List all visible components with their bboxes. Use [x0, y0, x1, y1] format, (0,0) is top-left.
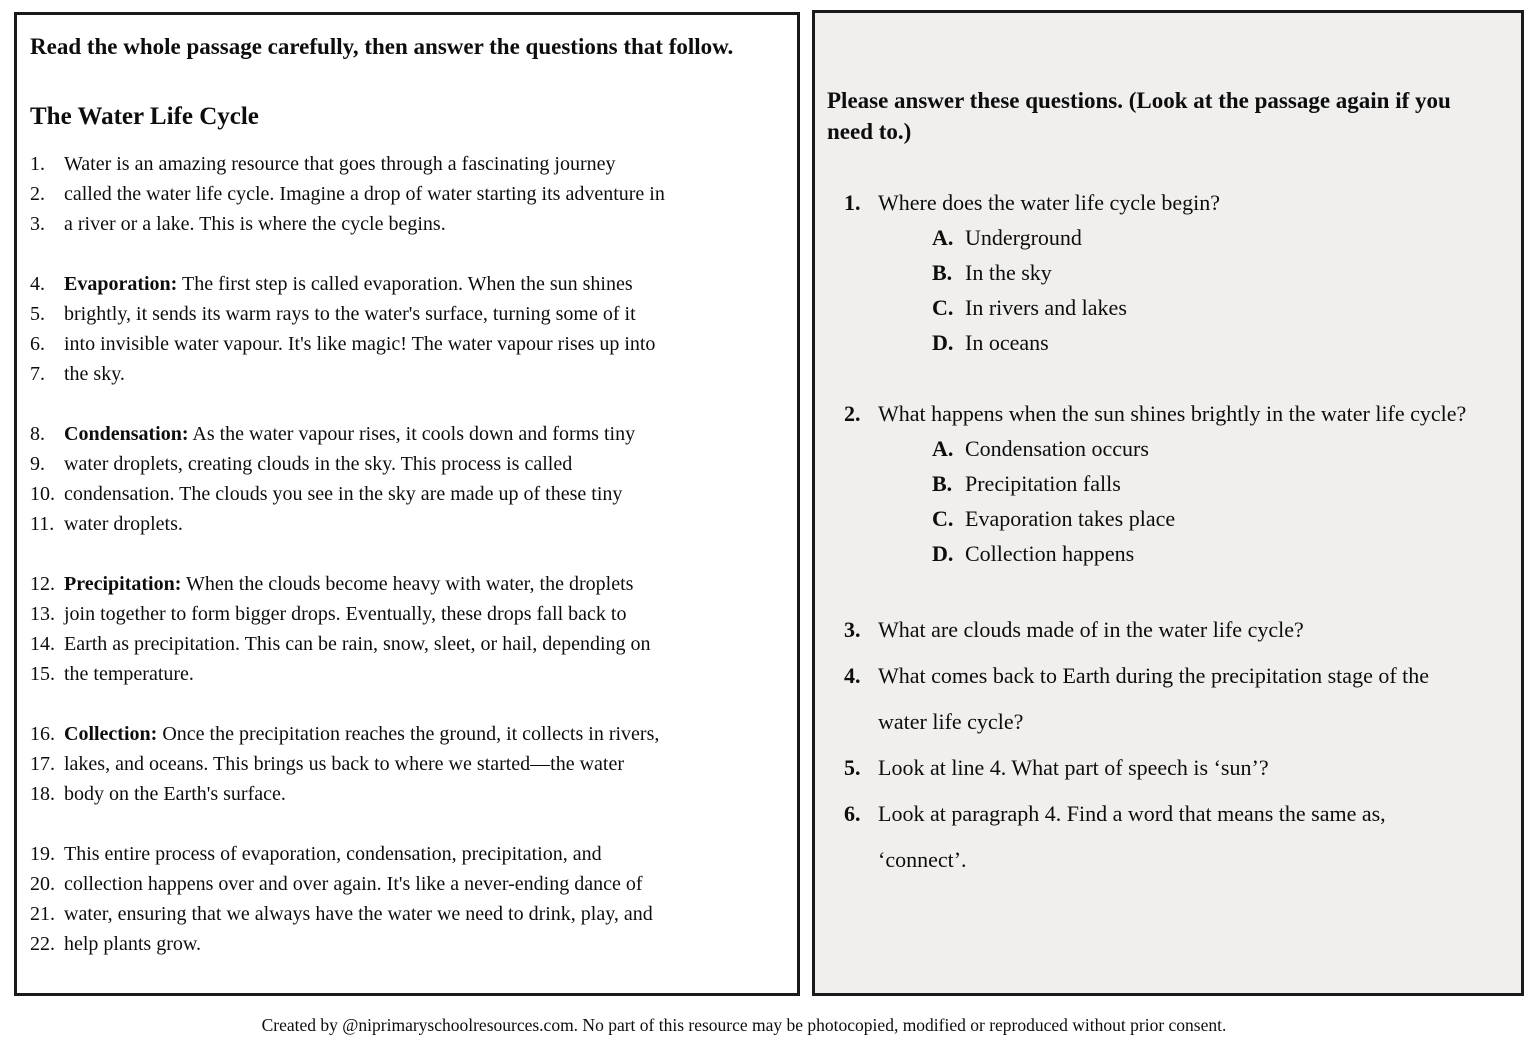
passage-paragraph [30, 419, 783, 539]
passage-paragraph [30, 569, 783, 689]
passage-line-text [64, 629, 783, 659]
passage-line-body: Once the precipitation reaches the ground, it collects in rivers, [157, 723, 660, 745]
passage-line-number: 5. [30, 303, 45, 325]
question-options [932, 431, 1499, 571]
passage-line-number: 21. [30, 903, 55, 925]
question-row [844, 185, 1499, 220]
question-options [932, 220, 1499, 360]
option-letter: B. [932, 471, 953, 496]
option-letter: A. [932, 436, 954, 461]
question-text: Look at paragraph 4. Find a word that means the same as, ‘connect’. [878, 801, 1386, 872]
passage-line-text [64, 719, 783, 749]
passage-line-body: water, ensuring that we always have the water we need to drink, play, and [64, 903, 653, 925]
question-row [844, 745, 1499, 791]
option-letter: C. [932, 295, 954, 320]
questions-instruction: Please answer these questions. (Look at the passage again if you need to.) [827, 88, 1451, 144]
passage-line [30, 149, 783, 179]
option-item [932, 501, 1499, 536]
passage-line-number: 13. [30, 603, 55, 625]
passage-line [30, 749, 783, 779]
passage-line-body: brightly, it sends its warm rays to the water's surface, turning some of it [64, 303, 636, 325]
passage-line [30, 629, 783, 659]
passage-line-body: condensation. The clouds you see in the sky are made up of these tiny [64, 483, 623, 505]
passage-line [30, 299, 783, 329]
passage-paragraph [30, 149, 783, 239]
passage-line-body: When the clouds become heavy with water, the droplets [181, 573, 634, 595]
question-number: 6. [844, 801, 861, 826]
question-text: What comes back to Earth during the precipitation stage of the water life cycle? [878, 663, 1430, 734]
passage-line-text [64, 749, 783, 779]
option-letter: D. [932, 330, 954, 355]
question-text: What are clouds made of in the water life cycle? [878, 617, 1304, 642]
passage-line [30, 839, 783, 869]
questions-list [827, 185, 1499, 883]
question-number: 5. [844, 755, 861, 780]
option-item [932, 220, 1499, 255]
option-letter: D. [932, 541, 954, 566]
passage-line-text [64, 419, 783, 449]
passage-line-body: lakes, and oceans. This brings us back to where we started—the water [64, 753, 625, 775]
question-item [827, 791, 1499, 883]
passage-line-number: 1. [30, 153, 45, 175]
passage-line-number: 10. [30, 483, 55, 505]
option-letter: A. [932, 225, 954, 250]
passage-line [30, 569, 783, 599]
passage-line [30, 779, 783, 809]
passage-line-body: body on the Earth's surface. [64, 783, 286, 805]
option-text: Underground [965, 225, 1082, 250]
passage-line-body: the temperature. [64, 663, 194, 685]
question-row [844, 653, 1499, 745]
passage-line [30, 899, 783, 929]
question-number: 2. [844, 401, 861, 426]
passage-line-body: water droplets. [64, 513, 183, 535]
question-number: 4. [844, 663, 861, 688]
passage-line-number: 11. [30, 513, 55, 535]
question-number: 1. [844, 190, 861, 215]
option-item [932, 255, 1499, 290]
question-item [827, 396, 1499, 571]
passage-line-keyword: Condensation: [64, 423, 189, 445]
passage-line-text [64, 479, 783, 509]
passage-line-text [64, 329, 783, 359]
passage-line-text [64, 929, 783, 959]
passage-line-keyword: Collection: [64, 723, 158, 745]
passage-line-number: 15. [30, 663, 55, 685]
passage-line-number: 12. [30, 573, 55, 595]
passage-line-keyword: Precipitation: [64, 573, 182, 595]
passage-line-text [64, 659, 783, 689]
passage-line-body: help plants grow. [64, 933, 202, 955]
passage-line-body: collection happens over and over again. It's like a never-ending dance of [64, 873, 643, 895]
passage-line-number: 18. [30, 783, 55, 805]
passage-line-body: a river or a lake. This is where the cycle begins. [64, 213, 446, 235]
question-item [827, 185, 1499, 360]
passage-line-number: 16. [30, 723, 55, 745]
question-item [827, 607, 1499, 653]
passage-line-number: 22. [30, 933, 55, 955]
passage-paragraph [30, 719, 783, 809]
passage-line-number: 9. [30, 453, 45, 475]
option-letter: B. [932, 260, 953, 285]
questions-panel [812, 10, 1524, 996]
passage-line [30, 929, 783, 959]
passage-line [30, 479, 783, 509]
passage-body [30, 149, 783, 959]
question-text: Look at line 4. What part of speech is ‘sun’? [878, 755, 1269, 780]
passage-line [30, 269, 783, 299]
passage-line [30, 719, 783, 749]
question-number: 3. [844, 617, 861, 642]
option-item [932, 325, 1499, 360]
option-text: In rivers and lakes [965, 295, 1127, 320]
passage-line-number: 4. [30, 273, 45, 295]
option-text: Evaporation takes place [965, 506, 1176, 531]
passage-line-body: The first step is called evaporation. When the sun shines [177, 273, 633, 295]
passage-line-text [64, 899, 783, 929]
option-text: Collection happens [965, 541, 1135, 566]
passage-line-text [64, 599, 783, 629]
passage-line-number: 7. [30, 363, 45, 385]
passage-line-text [64, 149, 783, 179]
question-item [827, 653, 1499, 745]
passage-line-body: into invisible water vapour. It's like magic! The water vapour rises up into [64, 333, 656, 355]
passage-line-body: join together to form bigger drops. Eventually, these drops fall back to [64, 603, 627, 625]
question-row [844, 607, 1499, 653]
passage-line [30, 659, 783, 689]
passage-line-number: 17. [30, 753, 55, 775]
question-row [844, 396, 1499, 431]
passage-line [30, 329, 783, 359]
passage-line-body: water droplets, creating clouds in the sky. This process is called [64, 453, 573, 475]
question-text: What happens when the sun shines brightly in the water life cycle? [878, 401, 1467, 426]
passage-line-number: 8. [30, 423, 45, 445]
option-letter: C. [932, 506, 954, 531]
passage-line [30, 449, 783, 479]
passage-line-number: 3. [30, 213, 45, 235]
passage-line-body: called the water life cycle. Imagine a drop of water starting its adventure in [64, 183, 665, 205]
passage-line-body: As the water vapour rises, it cools down and forms tiny [188, 423, 636, 445]
question-row [844, 791, 1499, 883]
passage-line-body: Water is an amazing resource that goes through a fascinating journey [64, 153, 616, 175]
passage-line-text [64, 359, 783, 389]
passage-line [30, 869, 783, 899]
passage-line-text [64, 179, 783, 209]
option-item [932, 290, 1499, 325]
passage-line-text [64, 569, 783, 599]
passage-line [30, 179, 783, 209]
passage-line-keyword: Evaporation: [64, 273, 178, 295]
option-item [932, 466, 1499, 501]
passage-paragraph [30, 839, 783, 959]
passage-line [30, 209, 783, 239]
passage-line-text [64, 299, 783, 329]
option-text: In oceans [965, 330, 1049, 355]
footer-credit: Created by @niprimaryschoolresources.com. No part of this resource may be photocopied, modified or reproduced without prior consent. [261, 1015, 1227, 1035]
passage-line-text [64, 209, 783, 239]
passage-line-body: Earth as precipitation. This can be rain, snow, sleet, or hail, depending on [64, 633, 651, 655]
passage-line-number: 6. [30, 333, 45, 355]
option-item [932, 536, 1499, 571]
passage-instruction: Read the whole passage carefully, then answer the questions that follow. [30, 34, 734, 59]
passage-line-number: 14. [30, 633, 55, 655]
passage-title: The Water Life Cycle [30, 103, 259, 130]
option-text: In the sky [965, 260, 1052, 285]
passage-line-text [64, 269, 783, 299]
passage-line-text [64, 509, 783, 539]
passage-line-number: 2. [30, 183, 45, 205]
passage-line [30, 599, 783, 629]
passage-line [30, 419, 783, 449]
passage-line-number: 20. [30, 873, 55, 895]
option-item [932, 431, 1499, 466]
passage-line-number: 19. [30, 843, 55, 865]
passage-line-body: the sky. [64, 363, 125, 385]
passage-line-text [64, 449, 783, 479]
option-text: Condensation occurs [965, 436, 1149, 461]
passage-line-text [64, 839, 783, 869]
passage-panel [14, 12, 800, 996]
passage-line [30, 509, 783, 539]
passage-line-body: This entire process of evaporation, condensation, precipitation, and [64, 843, 602, 865]
question-item [827, 745, 1499, 791]
passage-line [30, 359, 783, 389]
passage-line-text [64, 869, 783, 899]
passage-line-text [64, 779, 783, 809]
passage-paragraph [30, 269, 783, 389]
option-text: Precipitation falls [965, 471, 1121, 496]
question-text: Where does the water life cycle begin? [878, 190, 1221, 215]
